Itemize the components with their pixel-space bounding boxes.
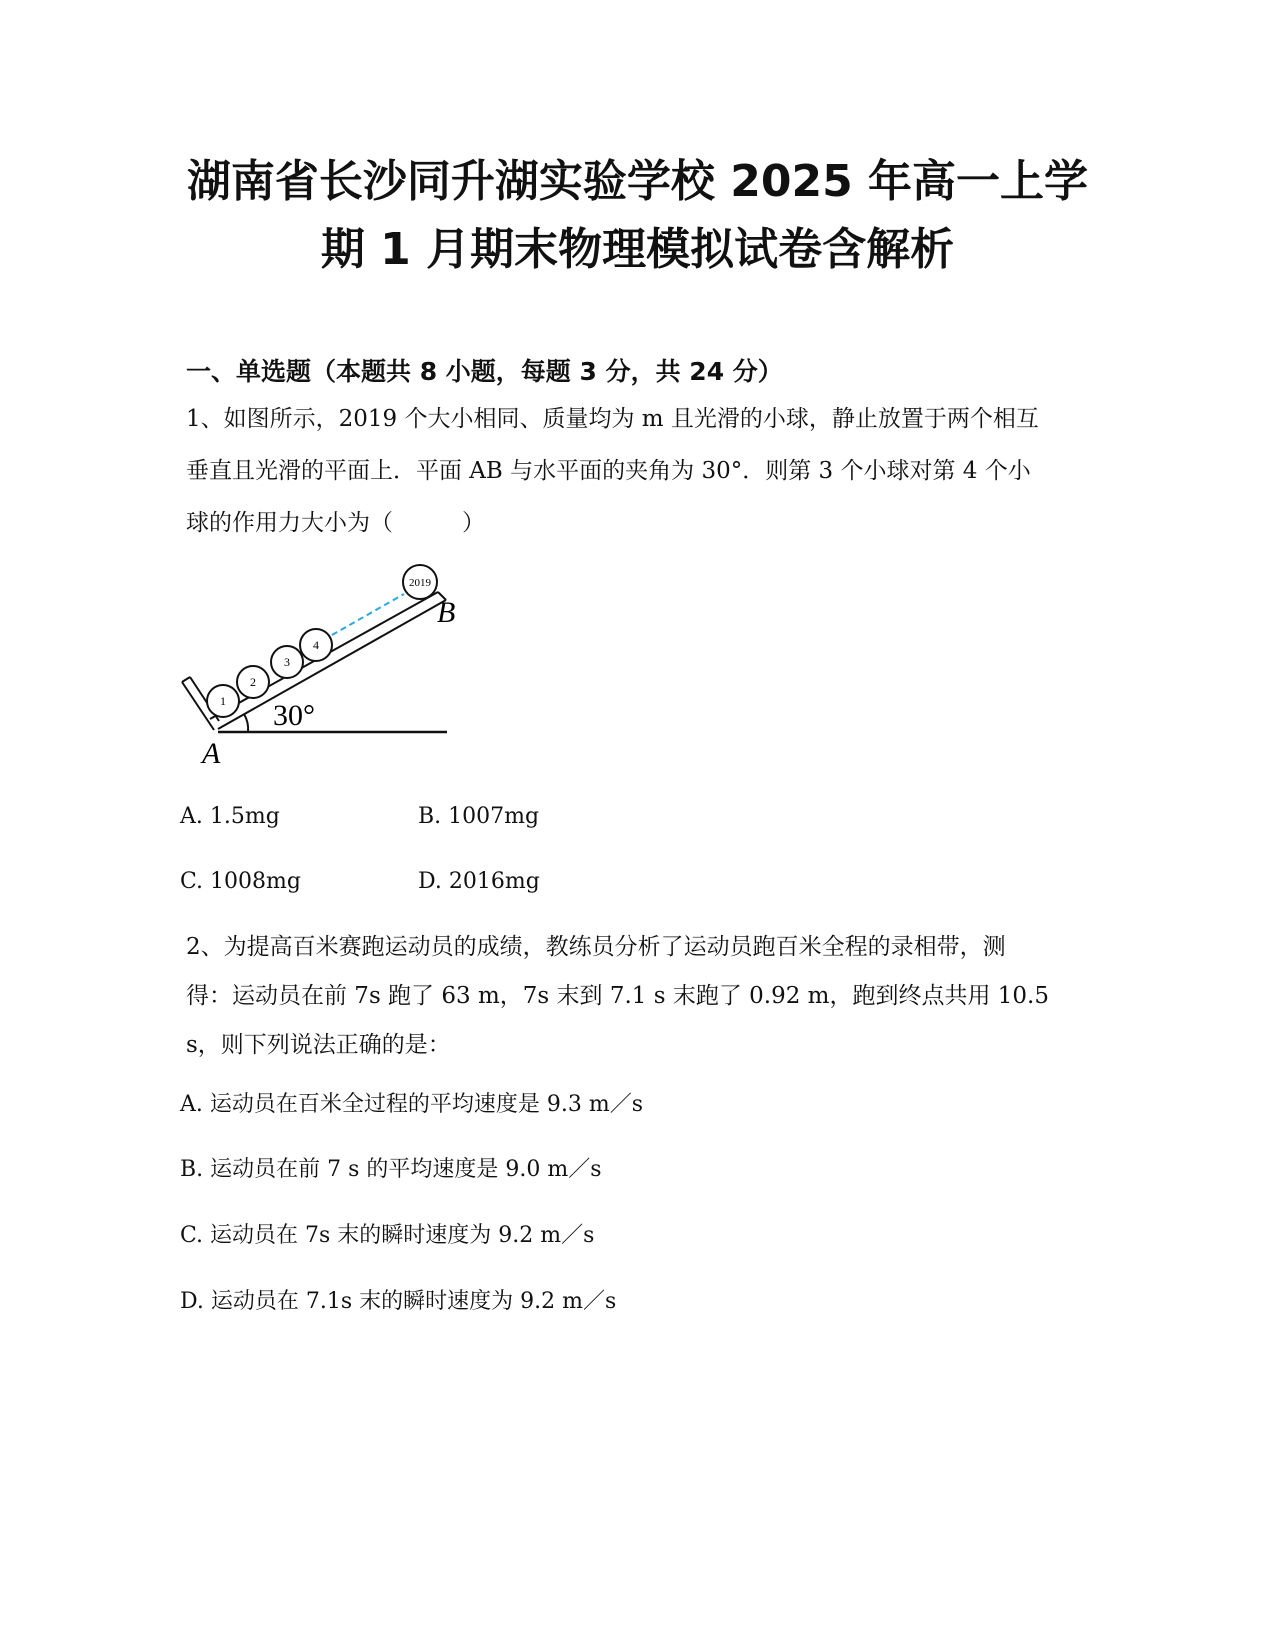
ball-3 (271, 646, 303, 678)
ball-1 (207, 685, 239, 717)
incline-balls-figure (170, 555, 470, 775)
question-2-option-c: C. 运动员在 7s 末的瞬时速度为 9.2 m／s (180, 1223, 595, 1248)
question-2-line-2: 得：运动员在前 7s 跑了 63 m，7s 末到 7.1 s 末跑了 0.92 m，跑到终点共用 10.5 (186, 983, 1049, 1009)
ball-2-label: 2 (250, 675, 256, 689)
section-heading: 一、单选题（本题共 8 小题，每题 3 分，共 24 分） (186, 357, 783, 386)
ball-2019 (403, 565, 437, 599)
document-title-line-2: 期 1 月期末物理模拟试卷含解析 (320, 224, 955, 275)
angle-arc (244, 714, 248, 732)
ball-1-label: 1 (220, 694, 226, 708)
wall-cap (182, 677, 190, 682)
question-1-option-a: A. 1.5mg (180, 804, 280, 829)
question-1-line-1: 1、如图所示，2019 个大小相同、质量均为 m 且光滑的小球，静止放置于两个相互 (186, 406, 1039, 432)
angle-label: 30° (273, 699, 315, 732)
question-1-option-c: C. 1008mg (180, 869, 301, 894)
question-2-option-a: A. 运动员在百米全过程的平均速度是 9.3 m／s (180, 1092, 644, 1117)
ball-3-label: 3 (284, 655, 290, 669)
ball-2 (237, 666, 269, 698)
question-2-line-1: 2、为提高百米赛跑运动员的成绩，教练员分析了运动员跑百米全程的录相带，测 (186, 934, 1006, 960)
incline-plane-lower (218, 600, 446, 729)
question-2-option-b: B. 运动员在前 7 s 的平均速度是 9.0 m／s (180, 1157, 602, 1182)
document-title-line-1: 湖南省长沙同升湖实验学校 2025 年高一上学 (186, 156, 1089, 207)
ball-4 (300, 629, 332, 661)
question-1-line-2: 垂直且光滑的平面上．平面 AB 与水平面的夹角为 30°．则第 3 个小球对第 4 个小 (186, 458, 1031, 484)
question-2-line-3: s，则下列说法正确的是： (186, 1032, 451, 1058)
ball-2019-label: 2019 (409, 577, 431, 589)
question-1-option-d: D. 2016mg (418, 869, 540, 894)
question-1-line-3: 球的作用力大小为（ ） (186, 510, 485, 536)
ball-4-label: 4 (313, 638, 319, 652)
point-b-label: B (437, 596, 456, 629)
question-1-option-b: B. 1007mg (418, 804, 540, 829)
point-a-label: A (202, 737, 221, 770)
question-2-option-d: D. 运动员在 7.1s 末的瞬时速度为 9.2 m／s (180, 1289, 617, 1314)
